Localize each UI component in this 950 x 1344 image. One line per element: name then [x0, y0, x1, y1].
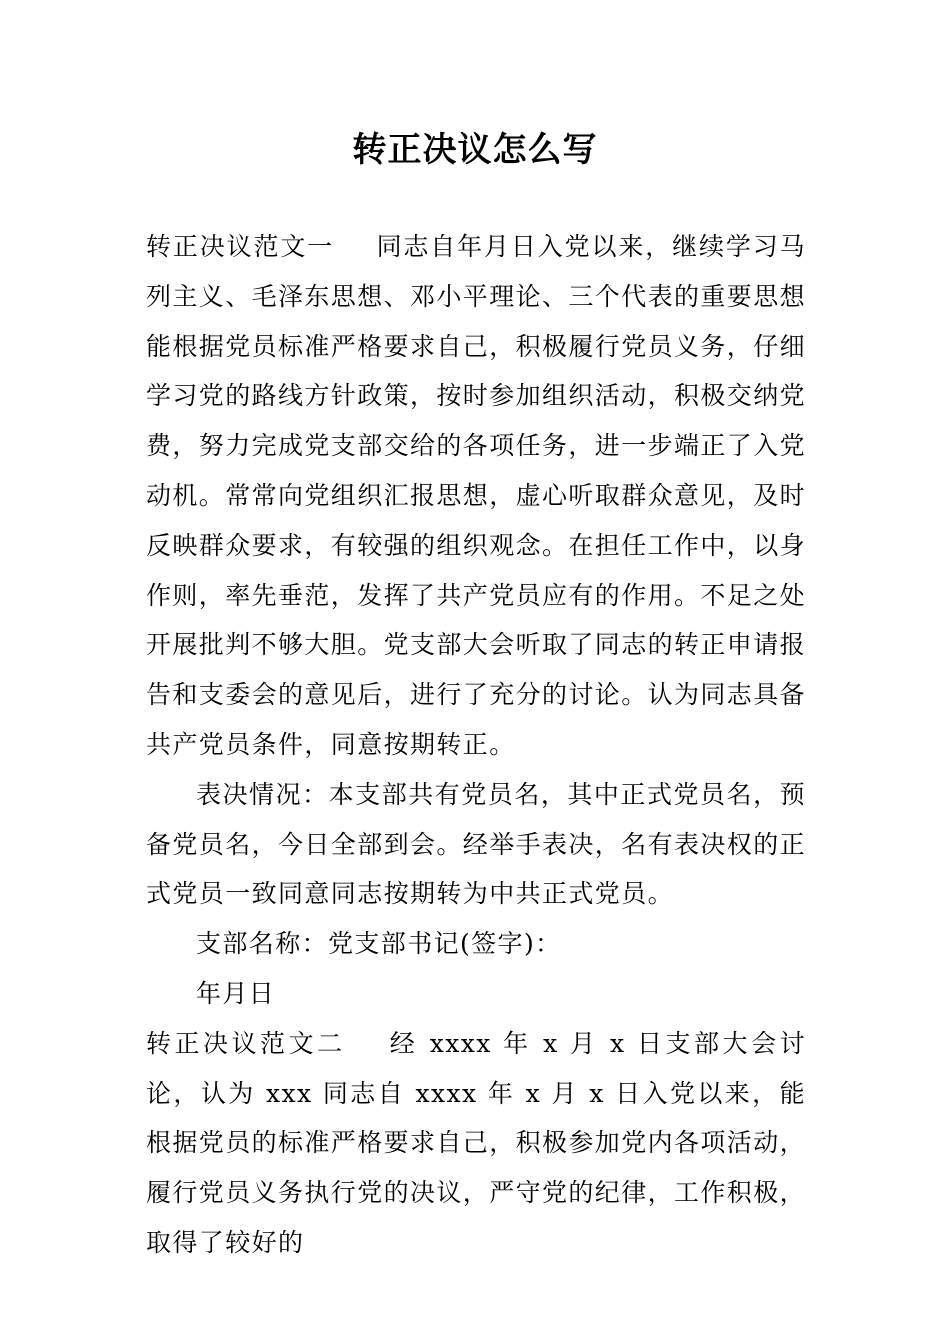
document-body	[146, 222, 806, 1268]
sample1-heading: 转正决议范文一	[146, 232, 335, 261]
vote-paragraph: 表决情况：本支部共有党员名，其中正式党员名，预备党员名，今日全部到会。经举手表决，名有表决权的正式党员一致同意同志按期转为中共正式党员。	[146, 779, 807, 909]
document-title: 转正决议怎么写	[352, 130, 598, 170]
signature-line: 支部名称：党支部书记(签字)：	[196, 929, 562, 959]
sample2-body: 经 xxxx 年 x 月 x 日支部大会讨论，认为 xxx 同志自 xxxx 年 x 月 x 日入党以来，能根据党员的标准严格要求自己，积极参加党内各项活动，履行党员义务执行党的决议，严守党的纪律，工作积极，取得了较好的	[146, 1028, 807, 1257]
sample1-body: 同志自年月日入党以来，继续学习马列主义、毛泽东思想、邓小平理论、三个代表的重要思想能根据党员标准严格要求自己，积极履行党员义务，仔细学习党的路线方针政策，按时参加组织活动，积极交纳党费，努力完成党支部交给的各项任务，进一步端正了入党动机。常常向党组织汇报思想，虚心听取群众意见，及时反映群众要求，有较强的组织观念。在担任工作中，以身作则，率先垂范，发挥了共产党员应有的作用。不足之处开展批判不够大胆。党支部大会听取了同志的转正申请报告和支委会的意见后，进行了充分的讨论。认为同志具备共产党员条件，同意按期转正。	[146, 232, 807, 759]
sample2-heading: 转正决议范文二	[146, 1028, 346, 1058]
sample1-paragraph	[146, 222, 806, 770]
date-line: 年月日	[196, 978, 276, 1008]
sample2-paragraph	[146, 1019, 806, 1268]
